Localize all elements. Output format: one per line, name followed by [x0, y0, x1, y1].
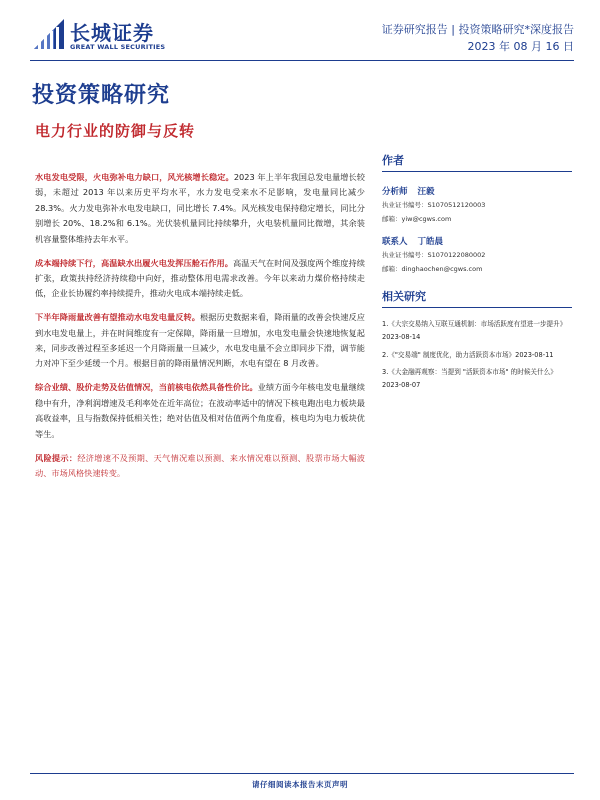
- analyst-entry: [382, 236, 572, 276]
- risk-warning-text: 经济增速不及预期、天气情况难以预测、来水情况难以预测、股票市场大幅波动、市场风格快速转变。: [35, 452, 365, 478]
- logo-english-name: GREAT WALL SECURITIES: [70, 43, 166, 51]
- analyst-name: 丁皓晨: [417, 237, 444, 247]
- document-type-heading: 投资策略研究: [32, 82, 171, 108]
- header-divider: [30, 60, 574, 61]
- great-wall-logo-icon: [32, 17, 66, 51]
- paragraph-text: 2023 年上半年我国总发电量增长较弱，未超过 2013 年以来历史平均水平，水力发电受来水不足影响，发电量同比减少 28.3%。火力发电弥补水电发电缺口，同比增长 7.4%。风光核发电保持稳定增长，同比分别增长 20%、18.2%和 6.1%。光伏装机量同比持续攀升，火电装机量同比微增，其余装机容量整体维持去年水平。: [35, 172, 365, 244]
- paragraph-text: 高温天气在时间及强度两个维度持续扩张，政策扶持经济持续稳中向好，推动整体用电需求改善。今年以来动力煤价格持续走低，企业长协履约率持续提升，推动火电成本端持续走低。: [35, 257, 365, 299]
- footer-disclaimer: 请仔细阅读本报告末页声明: [252, 780, 348, 789]
- cert-label: 执业证书编号：: [382, 201, 428, 209]
- meta-separator: |: [451, 23, 455, 36]
- report-meta: [382, 22, 574, 55]
- paragraph-3: [35, 310, 365, 372]
- report-date: 2023 年 08 月 16 日: [467, 40, 574, 53]
- analyst-email: yiw@cgws.com: [401, 215, 452, 223]
- paragraph-lead: 成本端持续下行，高温缺水出履火电发挥压舱石作用。: [35, 257, 234, 268]
- paragraph-2: [35, 256, 365, 302]
- logo-chinese-name: 长城证券: [70, 21, 154, 45]
- cert-number: S1070512120003: [427, 201, 486, 209]
- paragraph-4: [35, 380, 365, 442]
- analyst-role: 分析师: [382, 187, 408, 197]
- analyst-name: 汪毅: [417, 187, 435, 197]
- main-content: [35, 170, 365, 490]
- company-logo: [32, 17, 172, 57]
- report-category: 证券研究报告: [381, 23, 448, 36]
- related-research-item[interactable]: 1.《大宗交易纳入互联互通机制：市场活跃度有望进一步提升》2023-08-14: [382, 320, 567, 341]
- risk-warning-label: 风险提示：: [35, 452, 78, 463]
- sidebar: [382, 152, 572, 397]
- footer-divider: [30, 773, 574, 774]
- document-title: 电力行业的防御与反转: [35, 122, 196, 140]
- analyst-entry: [382, 186, 572, 226]
- related-research-item[interactable]: 2.《"交易端" 制度优化，助力活跃资本市场》2023-08-11: [382, 350, 554, 359]
- related-research-heading: 相关研究: [382, 288, 572, 308]
- analyst-email: dinghaochen@cgws.com: [401, 265, 483, 273]
- report-subcategory: 投资策略研究*深度报告: [458, 23, 574, 36]
- related-research-item[interactable]: 3.《大金融再观察：当提到 "活跃资本市场" 的时候关什么》2023-08-07: [382, 368, 557, 390]
- authors-heading: 作者: [382, 152, 572, 172]
- email-label: 邮箱：: [382, 265, 402, 273]
- paragraph-lead: 水电发电受限，火电弥补电力缺口，风光核增长稳定。: [35, 172, 234, 182]
- cert-label: 执业证书编号：: [382, 251, 428, 259]
- analyst-list: [382, 186, 572, 276]
- related-research-list: [382, 318, 572, 392]
- paragraph-lead: 综合业绩、股价走势及估值情况，当前核电依然具备性价比。: [35, 382, 258, 393]
- paragraph-lead: 下半年降雨量改善有望推动水电发电量反转。: [35, 312, 201, 323]
- analyst-role: 联系人: [382, 237, 408, 247]
- email-label: 邮箱：: [382, 215, 402, 223]
- risk-warning: [35, 451, 365, 482]
- paragraph-text: 业绩方面今年核电发电量继续稳中有升，净利润增速及毛利率处在近年高位；在波动率适中的情况下核电跑出电力板块最高收益率，且与指数保持低相关性；绝对估值及相对估值两个角度看，核电均为电力板块优等生。: [35, 382, 365, 439]
- cert-number: S1070122080002: [427, 251, 486, 259]
- paragraph-text: 根据历史数据来看，降雨量的改善会快速反应到水电发电量上，并在时间维度有一定保障，降雨量一旦增加，水电发电量会快速地恢复起来，同步改善过程至多延迟一个月降雨量一旦减少，水电发电量不会立即同步下滑，调节能力对冲下至少延缓一个月。根据目前的降雨量情况判断，水电有望在 8 月改善。: [35, 312, 365, 369]
- paragraph-1: [35, 170, 365, 247]
